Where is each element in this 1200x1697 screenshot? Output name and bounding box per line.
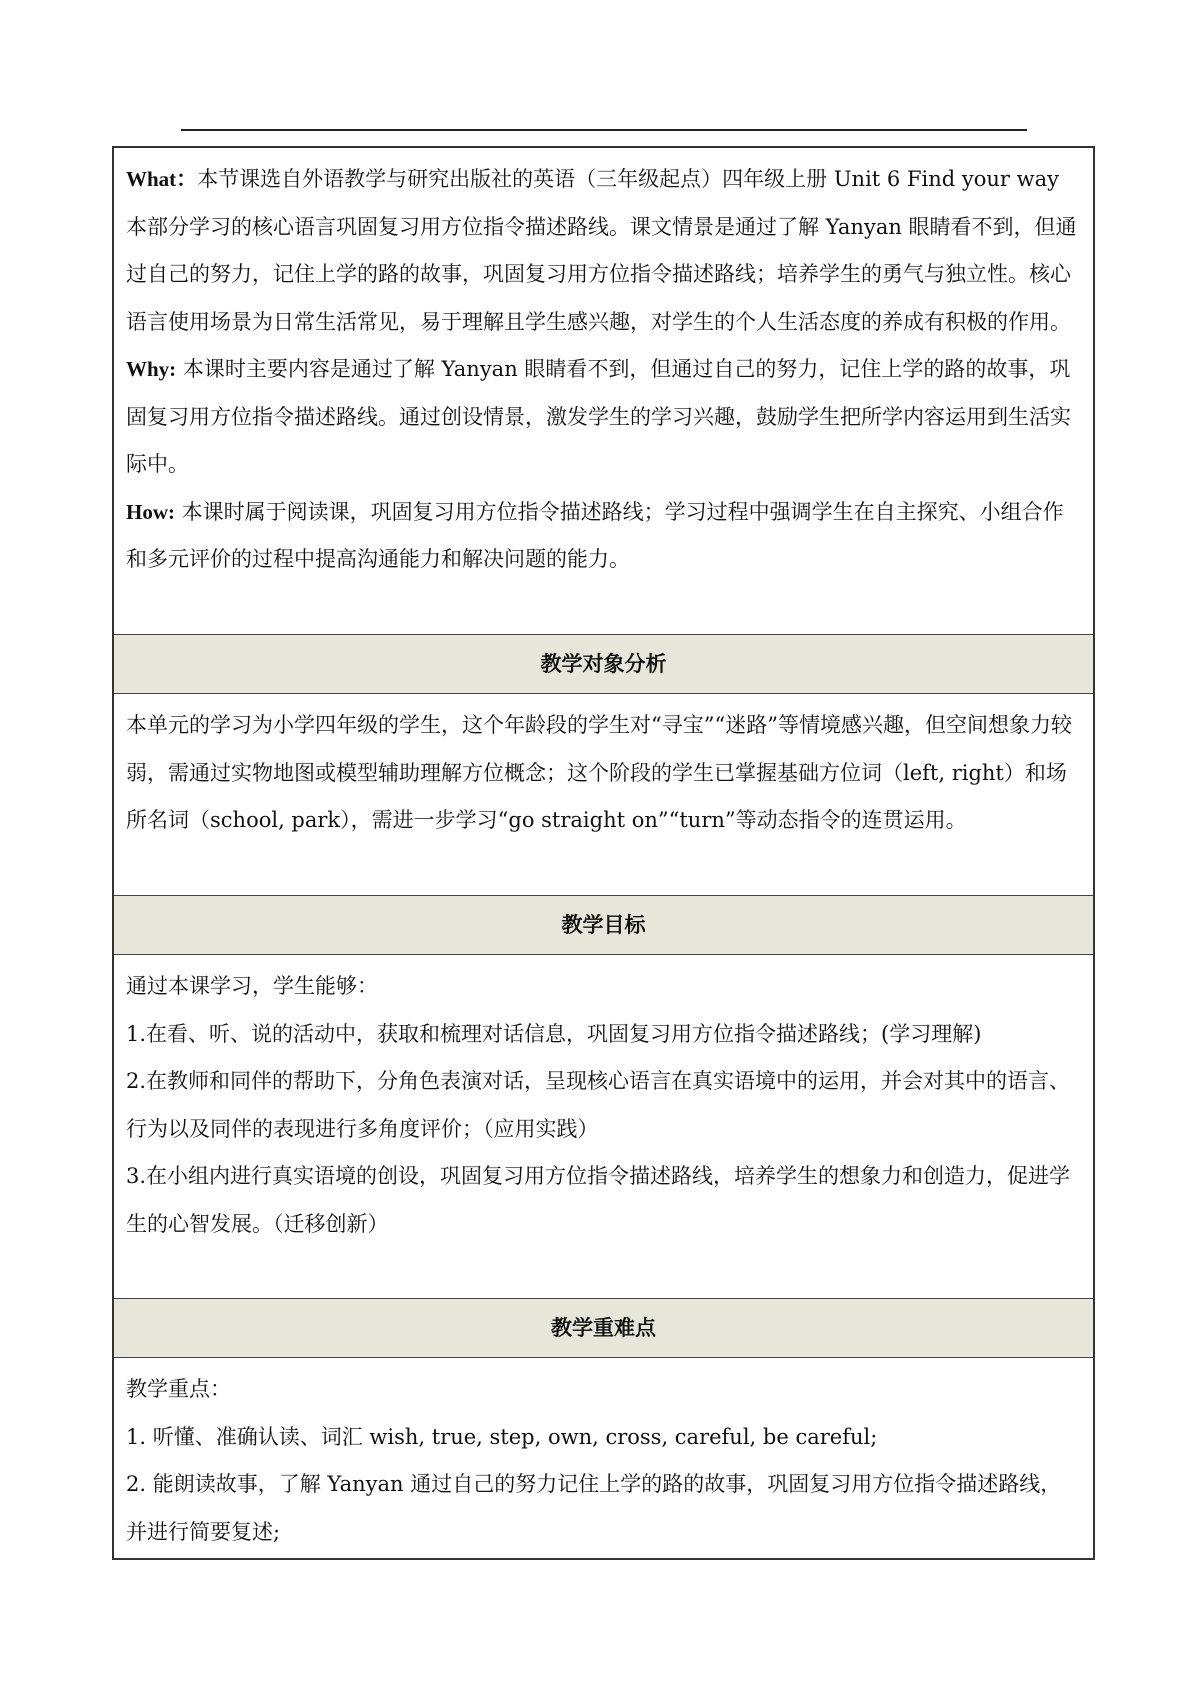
keypoint-item-2: 2. 能朗读故事，了解 Yanyan 通过自己的努力记住上学的路的故事，巩固复习用方位指令描述路线，并进行简要复述; (126, 1472, 1062, 1544)
what-paragraph (126, 156, 1081, 346)
keypoints-heading: 教学重难点 (114, 1299, 1093, 1358)
what-why-how-cell (114, 148, 1093, 635)
objectives-heading: 教学目标 (114, 896, 1093, 955)
what-text: 本节课选自外语教学与研究出版社的英语（三年级起点）四年级上册 Unit 6 Find your way 本部分学习的核心语言巩固复习用方位指令描述路线。课文情景是通过了解 Yanyan 眼睛看不到，但通过自己的努力，记住上学的路的故事，巩固复习用方位指令描述路线；培养学生的勇气与独立性。核心语言使用场景为日常生活常见，易于理解且学生感兴趣，对学生的个人生活态度的养成有积极的作用。 (126, 167, 1077, 334)
objectives-intro: 通过本课学习，学生能够： (126, 974, 378, 998)
objectives-cell (114, 955, 1093, 1299)
keypoints-cell (114, 1358, 1093, 1558)
keypoint-item-1: 1. 听懂、准确认读、词汇 wish, true, step, own, cross, careful, be careful; (126, 1424, 878, 1449)
what-lead: What： (126, 167, 198, 191)
analysis-heading: 教学对象分析 (114, 635, 1093, 694)
header-rule (181, 129, 1027, 131)
lesson-plan-table (112, 146, 1095, 1560)
how-lead: How: (126, 499, 175, 524)
analysis-cell (114, 694, 1093, 896)
why-paragraph (126, 346, 1081, 489)
why-lead: Why: (126, 357, 177, 381)
keypoints-intro: 教学重点： (126, 1377, 231, 1401)
analysis-text: 本单元的学习为小学四年级的学生，这个年龄段的学生对“寻宝”“迷路”等情境感兴趣，但空间想象力较弱，需通过实物地图或模型辅助理解方位概念；这个阶段的学生已掌握基础方位词（left, right）和场所名词（school, park），需进一步学习“go straight on”“turn”等动态指令的连贯运用。 (126, 713, 1072, 832)
objective-item-2: 2.在教师和同伴的帮助下，分角色表演对话，呈现核心语言在真实语境中的运用，并会对其中的语言、行为以及同伴的表现进行多角度评价；（应用实践） (126, 1069, 1071, 1141)
why-text: 本课时主要内容是通过了解 Yanyan 眼睛看不到，但通过自己的努力，记住上学的路的故事，巩固复习用方位指令描述路线。通过创设情景，激发学生的学习兴趣，鼓励学生把所学内容运用到生活实际中。 (126, 357, 1071, 476)
how-text: 本课时属于阅读课，巩固复习用方位指令描述路线；学习过程中强调学生在自主探究、小组合作和多元评价的过程中提高沟通能力和解决问题的能力。 (126, 499, 1064, 571)
objective-item-1: 1.在看、听、说的活动中，获取和梳理对话信息，巩固复习用方位指令描述路线；(学习理解) (126, 1021, 982, 1046)
objective-item-3: 3.在小组内进行真实语境的创设，巩固复习用方位指令描述路线，培养学生的想象力和创造力，促进学生的心智发展。（迁移创新） (126, 1164, 1071, 1236)
how-paragraph (126, 489, 1081, 584)
